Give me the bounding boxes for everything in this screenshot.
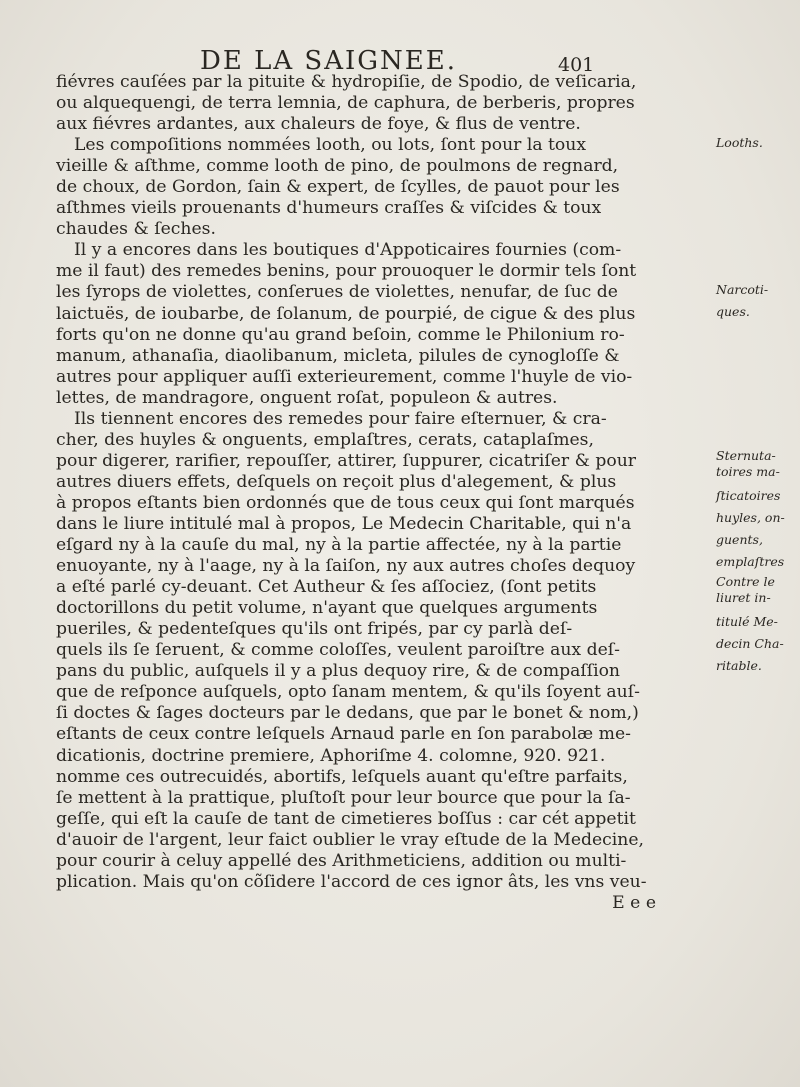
- margin-note: ritable.: [716, 658, 762, 673]
- text-line: forts qu'on ne donne qu'au grand beſoin, comme le Philonium ro-: [56, 324, 625, 345]
- text-line: plication. Mais qu'on cõſidere l'accord de ces ignor âts, les vns veu-: [56, 871, 647, 892]
- text-line: ſe mettent à la prattique, pluſtoſt pour leur bource que pour la ſa-: [56, 787, 631, 808]
- page-number: 401: [558, 54, 595, 76]
- margin-note: ſticatoires: [716, 488, 781, 503]
- margin-note: toires ma-: [716, 464, 780, 479]
- margin-note: Contre le: [716, 574, 775, 589]
- text-line: dans le liure intitulé mal à propos, Le Medecin Charitable, qui n'a: [56, 513, 632, 534]
- text-line: de choux, de Gordon, ſain & expert, de ſcylles, de pauot pour les: [56, 177, 620, 198]
- text-line: pour digerer, rarifier, repouſſer, attirer, ſuppurer, cicatriſer & pour: [56, 450, 637, 471]
- text-line: me il faut) des remedes benins, pour prouoquer le dormir tels ſont: [56, 261, 637, 282]
- text-line: lettes, de mandragore, onguent roſat, populeon & autres.: [56, 387, 558, 408]
- text-line: que de reſponce auſquels, opto ſanam mentem, & qu'ils ſoyent auſ-: [56, 682, 640, 703]
- text-line: dicationis, doctrine premiere, Aphoriſme 4. colomne, 920. 921.: [56, 745, 606, 766]
- text-line: à propos eſtants bien ordonnés que de tous ceux qui ſont marqués: [56, 492, 635, 513]
- body-text: [56, 72, 716, 914]
- text-line: geſſe, qui eſt la cauſe de tant de cimetieres boſſus : car cét appetit: [56, 808, 636, 829]
- text-line: eſtants de ceux contre leſquels Arnaud parle en ſon parabolæ me-: [56, 724, 631, 745]
- text-line: pour courir à celuy appellé des Arithmeticiens, addition ou multi-: [56, 850, 627, 871]
- text-line: ou alquequengi, de terra lemnia, de caphura, de berberis, propres: [56, 93, 635, 114]
- text-line: cher, des huyles & onguents, emplaſtres, cerats, cataplaſmes,: [56, 429, 594, 450]
- text-line: Les compoſitions nommées looth, ou lots, ſont pour la toux: [74, 135, 587, 156]
- margin-note: liuret in-: [716, 590, 771, 605]
- text-line: aſthmes vieils prouenants d'humeurs craſſes & viſcides & toux: [56, 198, 602, 219]
- text-line: les ſyrops de violettes, conſerues de violettes, nenufar, de ſuc de: [56, 282, 618, 303]
- text-line: doctorillons du petit volume, n'ayant que quelques arguments: [56, 598, 598, 619]
- text-line: laictuës, de ioubarbe, de ſolanum, de pourpié, de cigue & des plus: [56, 303, 636, 324]
- text-line: fiévres cauſées par la pituite & hydropiſie, de Spodio, de veſicaria,: [56, 72, 637, 92]
- text-line: d'auoir de l'argent, leur faict oublier le vray eſtude de la Medecine,: [56, 829, 644, 850]
- margin-note: emplaſtres: [716, 554, 785, 569]
- text-line: manum, athanaſia, diaolibanum, micleta, pilules de cynogloſſe &: [56, 345, 620, 366]
- text-line: aux fiévres ardantes, aux chaleurs de foye, & flus de ventre.: [56, 114, 581, 135]
- text-line: ſi doctes & ſages docteurs par le dedans, que par le bonet & nom,): [56, 703, 639, 724]
- text-line: nomme ces outrecuidés, abortifs, leſquels auant qu'eſtre parfaits,: [56, 766, 628, 787]
- text-line: eſgard ny à la cauſe du mal, ny à la partie affectée, ny à la partie: [56, 535, 622, 556]
- text-line: chaudes & ſeches.: [56, 219, 216, 240]
- text-line: pueriles, & pedenteſques qu'ils ont fripés, par cy parlà deſ-: [56, 619, 573, 640]
- catchword: E e e: [612, 892, 656, 913]
- text-line: pans du public, auſquels il y a plus dequoy rire, & de compaſſion: [56, 661, 621, 682]
- margin-note: titulé Me-: [716, 614, 778, 629]
- margin-note: Narcoti-: [716, 282, 769, 297]
- margin-note: decin Cha-: [716, 636, 784, 651]
- margin-note: ques.: [716, 304, 750, 319]
- margin-note: Sternuta-: [716, 448, 776, 463]
- text-line: quels ils ſe ſeruent, & comme coloſſes, veulent paroiſtre aux deſ-: [56, 640, 620, 661]
- text-line: a eſté parlé cy-deuant. Cet Autheur & ſes aſſociez, (ſont petits: [56, 577, 597, 598]
- text-line: autres diuers effets, deſquels on reçoit plus d'alegement, & plus: [56, 471, 617, 492]
- margin-note: Looths.: [716, 135, 763, 150]
- text-line: Il y a encores dans les boutiques d'Appoticaires fournies (com-: [74, 240, 622, 261]
- text-line: Ils tiennent encores des remedes pour faire eſternuer, & cra-: [74, 408, 607, 429]
- margin-note: guents,: [716, 532, 763, 547]
- text-line: enuoyante, ny à l'aage, ny à la ſaiſon, ny aux autres choſes dequoy: [56, 556, 636, 577]
- text-line: vieille & aſthme, comme looth de pino, de poulmons de regnard,: [56, 156, 619, 177]
- running-title: DE LA SAIGNEE.: [200, 46, 457, 76]
- text-line: autres pour appliquer auſſi exterieurement, comme l'huyle de vio-: [56, 366, 633, 387]
- margin-note: huyles, on-: [716, 510, 785, 525]
